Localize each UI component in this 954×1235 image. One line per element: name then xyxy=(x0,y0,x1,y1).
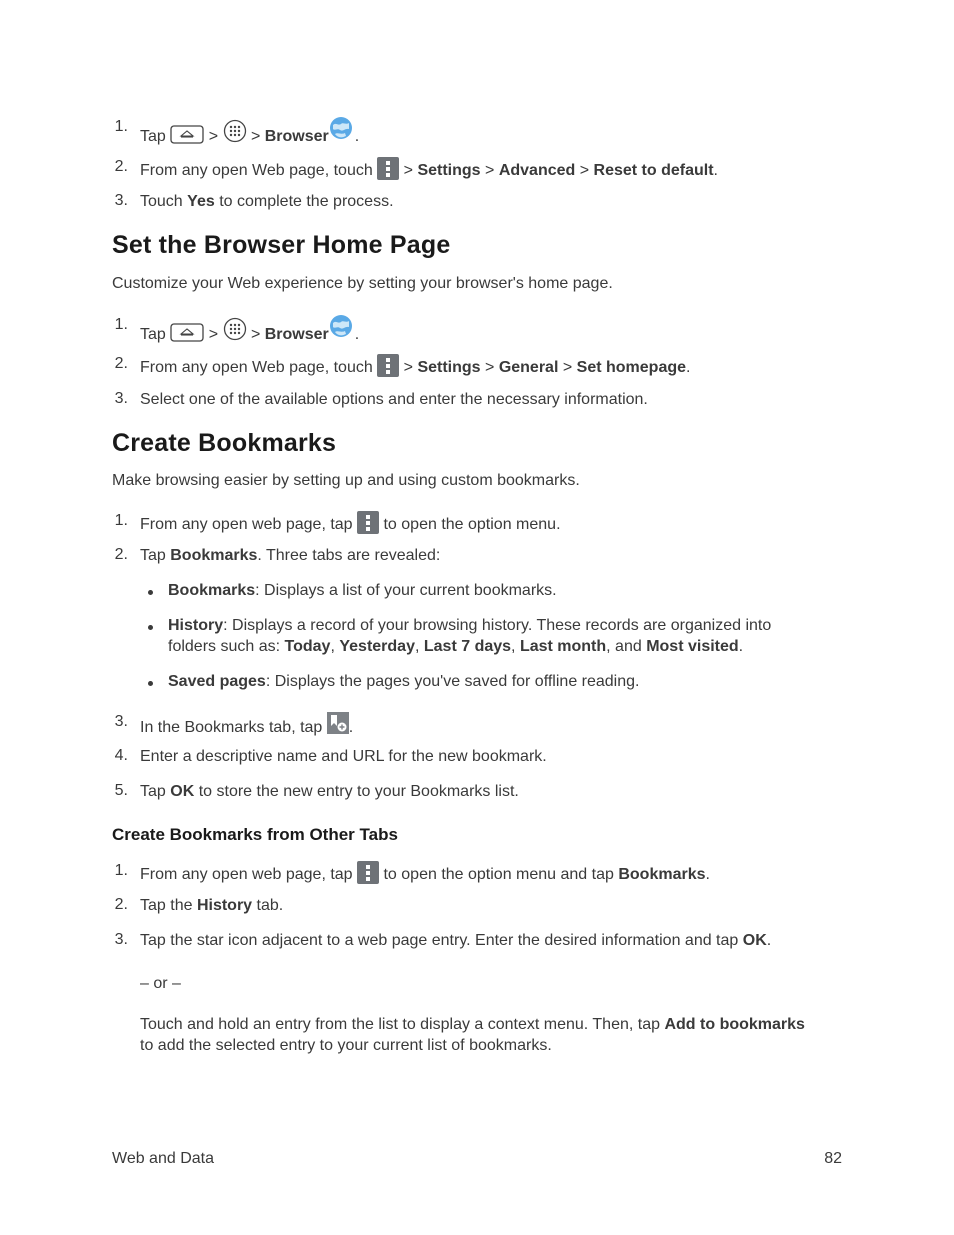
step-number: 2. xyxy=(114,896,128,913)
reset-step-2 xyxy=(140,157,718,181)
step-number: 1. xyxy=(114,118,128,135)
browser-label: Browser xyxy=(264,128,329,145)
add-bookmark-icon xyxy=(327,712,349,734)
separator: > xyxy=(250,326,261,343)
step-text: tab. xyxy=(256,897,284,914)
separator: > xyxy=(208,128,219,145)
step-number: 2. xyxy=(114,546,128,563)
step-text: . xyxy=(354,128,360,145)
ok-label: OK xyxy=(742,932,767,949)
other-tabs-step-1 xyxy=(140,861,710,885)
step-text: . xyxy=(705,866,710,883)
menu-icon xyxy=(377,157,399,180)
step-text: From any open Web page, touch xyxy=(140,359,373,376)
settings-label: Settings xyxy=(417,359,481,376)
step-number: 3. xyxy=(114,931,128,948)
alternative-line-1 xyxy=(140,1014,805,1035)
step-text: Tap xyxy=(140,326,166,343)
step-text: . xyxy=(766,932,772,949)
footer-section-name: Web and Data xyxy=(112,1150,214,1167)
most-visited-label: Most visited xyxy=(646,638,739,655)
bullet-text: : Displays a record of your browsing history. These records are organized into xyxy=(223,617,772,634)
apps-icon xyxy=(223,317,247,341)
bullet-dot xyxy=(148,590,153,595)
separator: > xyxy=(485,162,495,179)
or-separator: – or – xyxy=(140,975,181,992)
bullet-text: : Displays a list of your current bookmarks. xyxy=(255,582,557,599)
bullet-history xyxy=(168,615,771,636)
step-text: In the Bookmarks tab, tap xyxy=(140,719,323,736)
other-tabs-step-3 xyxy=(140,930,771,951)
browser-label: Browser xyxy=(264,326,329,343)
menu-icon xyxy=(357,511,379,534)
subsection-heading: Create Bookmarks from Other Tabs xyxy=(112,825,398,844)
step-number: 4. xyxy=(114,747,128,764)
bookmarks-step-4: Enter a descriptive name and URL for the new bookmark. xyxy=(140,748,547,765)
menu-icon xyxy=(377,354,399,377)
step-text: Touch and hold an entry from the list to display a context menu. Then, tap xyxy=(140,1016,661,1033)
home-icon xyxy=(170,323,204,343)
bullet-text: . xyxy=(738,638,744,655)
step-number: 3. xyxy=(114,390,128,407)
step-text: to complete the process. xyxy=(219,193,394,210)
step-text: . xyxy=(686,359,691,376)
separator: > xyxy=(579,162,590,179)
step-number: 1. xyxy=(114,316,128,333)
alternative-line-2: to add the selected entry to your current list of bookmarks. xyxy=(140,1037,552,1054)
step-number: 5. xyxy=(114,782,128,799)
separator: > xyxy=(485,359,495,376)
separator: > xyxy=(562,359,573,376)
reset-label: Reset to default xyxy=(593,162,714,179)
advanced-label: Advanced xyxy=(498,162,576,179)
step-text: . xyxy=(713,162,718,179)
bullet-history-line-2 xyxy=(168,636,743,657)
home-icon xyxy=(170,125,204,145)
bullet-text: folders such as: xyxy=(168,638,281,655)
footer-page-number: 82 xyxy=(824,1150,842,1167)
bullet-label: Bookmarks xyxy=(168,582,256,599)
ok-label: OK xyxy=(170,783,195,800)
step-text: Tap the xyxy=(140,897,193,914)
bookmarks-step-1 xyxy=(140,511,561,535)
settings-label: Settings xyxy=(417,162,481,179)
bullet-dot xyxy=(148,681,153,686)
home-step-3: Select one of the available options and enter the necessary information. xyxy=(140,391,648,408)
history-label: History xyxy=(196,897,253,914)
reset-step-1 xyxy=(140,116,359,147)
section-intro: Customize your Web experience by setting your browser's home page. xyxy=(112,275,613,292)
add-to-bookmarks-label: Add to bookmarks xyxy=(664,1016,805,1033)
step-text: Touch xyxy=(140,193,183,210)
separator: > xyxy=(403,359,413,376)
step-text: to store the new entry to your Bookmarks list. xyxy=(198,783,519,800)
other-tabs-step-2 xyxy=(140,895,283,916)
today-label: Today xyxy=(284,638,331,655)
bookmarks-step-2 xyxy=(140,545,440,566)
menu-icon xyxy=(357,861,379,884)
bookmarks-step-3 xyxy=(140,712,353,738)
bullet-label: History xyxy=(168,617,224,634)
step-text: Tap xyxy=(140,783,166,800)
section-heading: Create Bookmarks xyxy=(112,429,337,457)
step-text: to open the option menu. xyxy=(383,516,561,533)
yesterday-label: Yesterday xyxy=(339,638,415,655)
browser-globe-icon xyxy=(329,314,355,340)
step-text: From any open web page, tap xyxy=(140,866,353,883)
step-number: 3. xyxy=(114,192,128,209)
comma: , xyxy=(414,638,420,655)
step-number: 1. xyxy=(114,862,128,879)
step-text: Tap xyxy=(140,547,166,564)
bullet-saved-pages xyxy=(168,671,639,692)
section-intro: Make browsing easier by setting up and using custom bookmarks. xyxy=(112,472,580,489)
step-text: . xyxy=(354,326,360,343)
step-number: 2. xyxy=(114,355,128,372)
last-7-days-label: Last 7 days xyxy=(423,638,512,655)
home-step-1 xyxy=(140,314,359,345)
bookmarks-label: Bookmarks xyxy=(170,547,258,564)
separator: > xyxy=(403,162,413,179)
step-text: From any open Web page, touch xyxy=(140,162,373,179)
section-heading: Set the Browser Home Page xyxy=(112,231,451,259)
bookmarks-label: Bookmarks xyxy=(618,866,706,883)
step-text: . Three tabs are revealed: xyxy=(257,547,441,564)
set-homepage-label: Set homepage xyxy=(576,359,687,376)
step-text: Tap xyxy=(140,128,166,145)
general-label: General xyxy=(498,359,559,376)
step-text: to open the option menu and tap xyxy=(383,866,614,883)
step-number: 1. xyxy=(114,512,128,529)
comma: , xyxy=(330,638,335,655)
step-text: Tap the star icon adjacent to a web page entry. Enter the desired information and tap xyxy=(140,932,739,949)
bullet-bookmarks xyxy=(168,580,557,601)
last-month-label: Last month xyxy=(519,638,607,655)
separator: > xyxy=(250,128,261,145)
step-text: . xyxy=(348,719,354,736)
reset-step-3 xyxy=(140,191,394,212)
bullet-dot xyxy=(148,625,153,630)
bullet-label: Saved pages xyxy=(168,673,266,690)
comma: , xyxy=(511,638,516,655)
bookmarks-step-5 xyxy=(140,781,519,802)
step-text: From any open web page, tap xyxy=(140,516,353,533)
apps-icon xyxy=(223,119,247,143)
home-step-2 xyxy=(140,354,690,378)
separator: > xyxy=(208,326,219,343)
bullet-text: : Displays the pages you've saved for offline reading. xyxy=(265,673,640,690)
yes-label: Yes xyxy=(187,193,215,210)
step-number: 3. xyxy=(114,713,128,730)
browser-globe-icon xyxy=(329,116,355,142)
bullet-text: , and xyxy=(606,638,642,655)
step-number: 2. xyxy=(114,158,128,175)
